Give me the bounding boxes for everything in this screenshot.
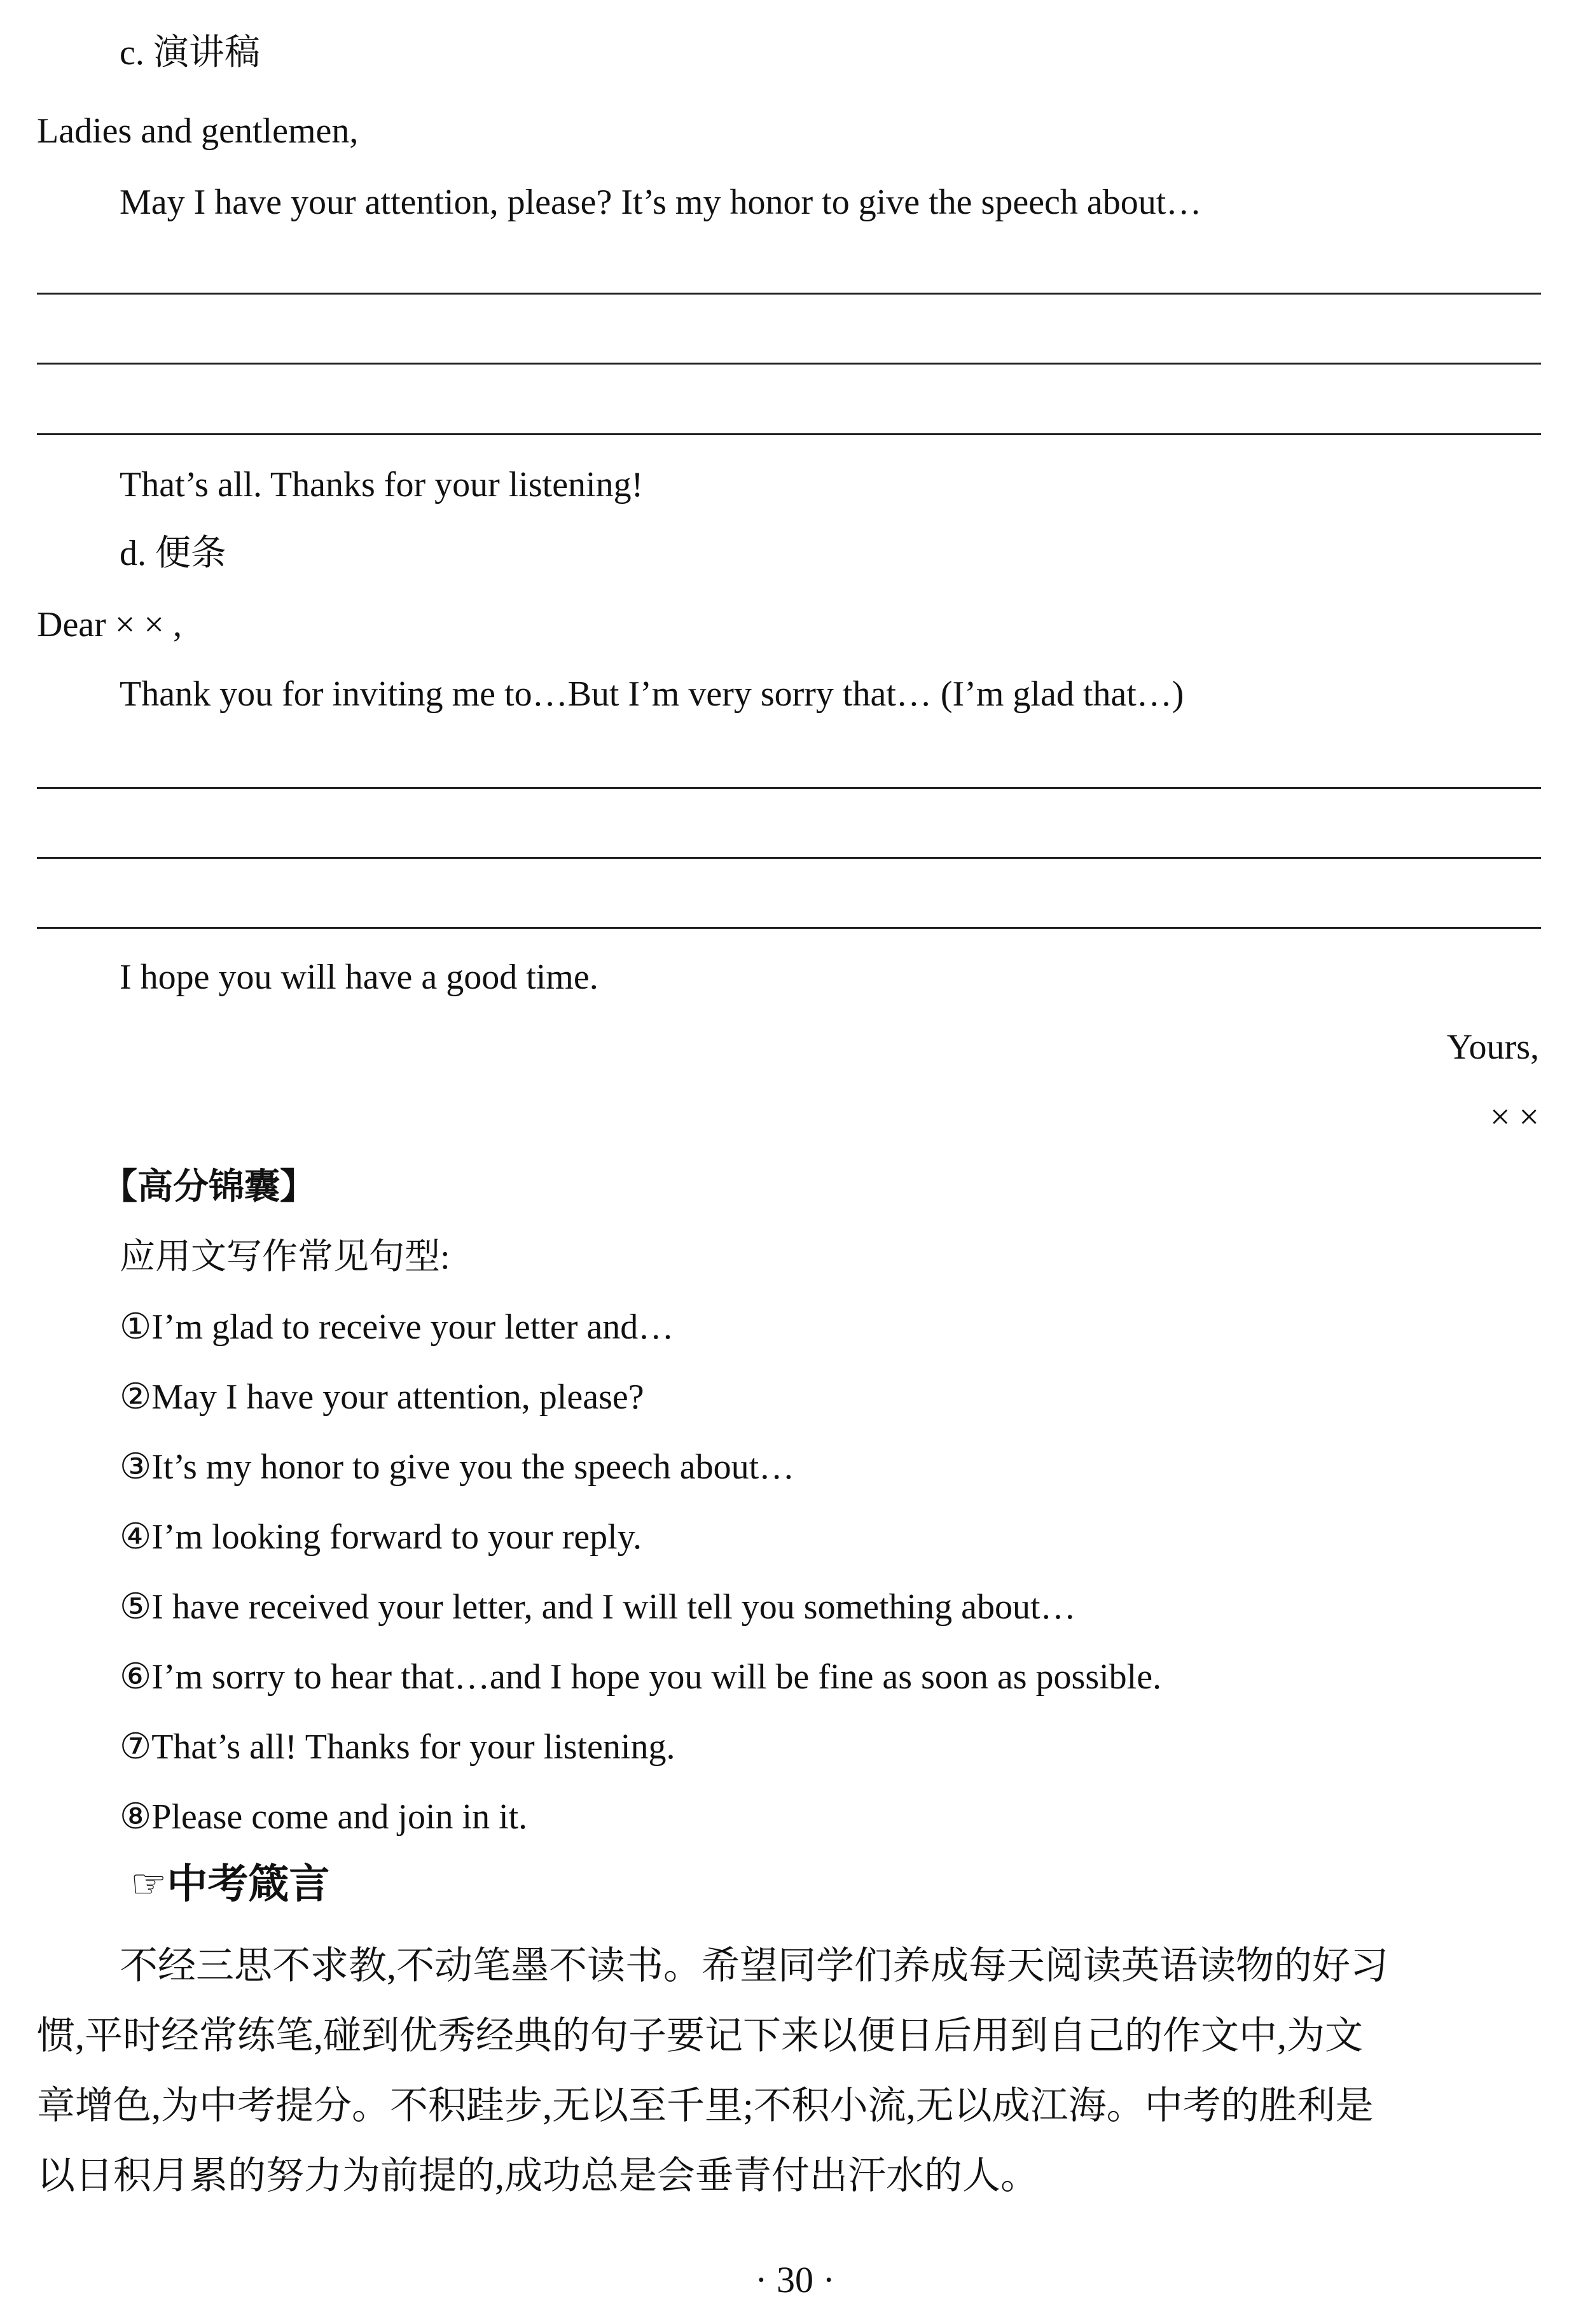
section-c-heading: c. 演讲稿 bbox=[120, 33, 260, 73]
note-greeting: Dear × × , bbox=[37, 605, 182, 644]
tips-title: 【高分锦囊】 bbox=[102, 1166, 315, 1207]
section-d-heading: d. 便条 bbox=[120, 534, 226, 573]
answer-line bbox=[37, 293, 1541, 295]
tips-item: ④I’m looking forward to your reply. bbox=[120, 1517, 642, 1557]
pointing-hand-icon: ☞ bbox=[130, 1861, 167, 1908]
note-signoff: Yours, bbox=[1446, 1027, 1539, 1067]
tips-item: ①I’m glad to receive your letter and… bbox=[120, 1307, 674, 1347]
page-number: · 30 · bbox=[755, 2259, 835, 2300]
motto-paragraph bbox=[37, 1931, 1551, 2211]
answer-line bbox=[37, 433, 1541, 435]
note-opening: Thank you for inviting me to…But I’m very sorry that… (I’m glad that…) bbox=[120, 674, 1184, 714]
note-signature: × × bbox=[1490, 1097, 1539, 1137]
speech-closing: That’s all. Thanks for your listening! bbox=[120, 465, 644, 504]
speech-opening: May I have your attention, please? It’s my honor to give the speech about… bbox=[120, 183, 1202, 222]
motto-title: 中考箴言 bbox=[167, 1861, 330, 1908]
tips-item: ⑦That’s all! Thanks for your listening. bbox=[120, 1727, 675, 1767]
tips-item: ⑥I’m sorry to hear that…and I hope you will be fine as soon as possible. bbox=[120, 1657, 1162, 1697]
tips-item: ⑤I have received your letter, and I will tell you something about… bbox=[120, 1587, 1076, 1627]
answer-line bbox=[37, 857, 1541, 859]
motto-line: 以日积月累的努力为前提的,成功总是会垂青付出汗水的人。 bbox=[37, 2155, 1039, 2197]
answer-line bbox=[37, 927, 1541, 929]
note-closing: I hope you will have a good time. bbox=[120, 957, 598, 997]
tips-subtitle: 应用文写作常见句型: bbox=[120, 1237, 450, 1277]
tips-item: ③It’s my honor to give you the speech about… bbox=[120, 1447, 795, 1487]
motto-line: 章增色,为中考提分。不积跬步,无以至千里;不积小流,无以成江海。中考的胜利是 bbox=[37, 2085, 1374, 2127]
tips-item: ②May I have your attention, please? bbox=[120, 1377, 644, 1417]
tips-item: ⑧Please come and join in it. bbox=[120, 1797, 528, 1837]
answer-line bbox=[37, 787, 1541, 789]
motto-line: 惯,平时经常练笔,碰到优秀经典的句子要记下来以便日后用到自己的作文中,为文 bbox=[37, 2015, 1363, 2057]
speech-greeting: Ladies and gentlemen, bbox=[37, 111, 359, 151]
motto-heading bbox=[130, 1861, 330, 1908]
answer-line bbox=[37, 363, 1541, 365]
motto-line: 不经三思不求教,不动笔墨不读书。希望同学们养成每天阅读英语读物的好习 bbox=[120, 1945, 1388, 1987]
